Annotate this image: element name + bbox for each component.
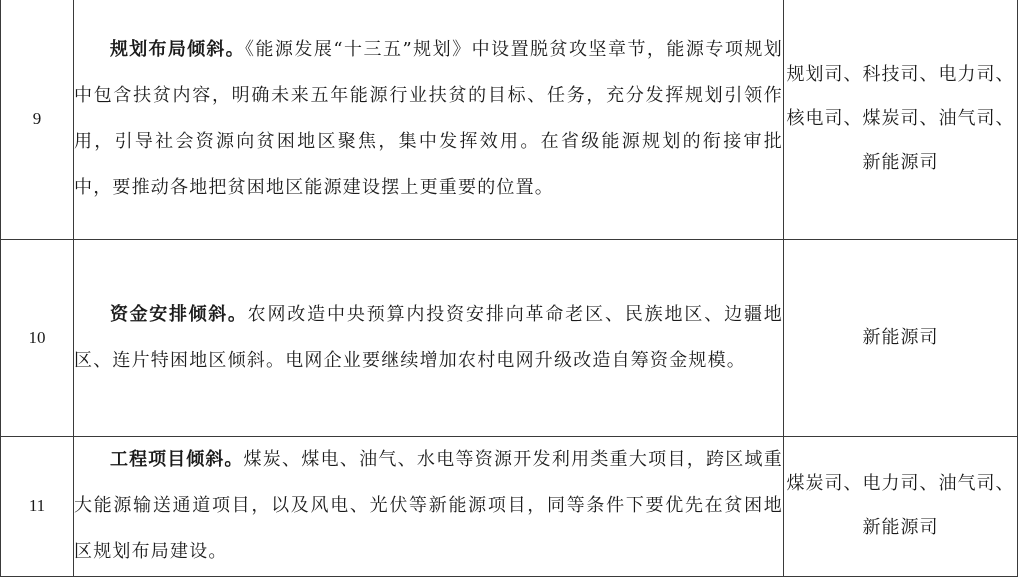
row-number: 11 — [1, 436, 74, 576]
measure-body: 农网改造中央预算内投资安排向革命老区、民族地区、边疆地区、连片特困地区倾斜。电网企业要继续增加农村电网升级改造自筹资金规模。 — [74, 303, 784, 371]
measure-paragraph — [74, 292, 783, 384]
measure-content — [74, 239, 784, 436]
responsible-departments: 规划司、科技司、电力司、核电司、煤炭司、油气司、新能源司 — [784, 0, 1018, 239]
measure-title: 规划布局倾斜。 — [110, 39, 245, 61]
row-number: 9 — [1, 0, 74, 239]
measure-paragraph — [74, 437, 783, 575]
measure-title: 工程项目倾斜。 — [110, 449, 244, 470]
row-number: 10 — [1, 239, 74, 436]
responsible-departments: 煤炭司、电力司、油气司、新能源司 — [784, 436, 1018, 576]
responsible-departments: 新能源司 — [784, 239, 1018, 436]
measure-paragraph — [74, 27, 783, 211]
measure-content — [74, 436, 784, 576]
measure-title: 资金安排倾斜。 — [110, 303, 248, 325]
measure-content — [74, 0, 784, 239]
table-row — [1, 0, 1018, 239]
table-row — [1, 436, 1018, 576]
measure-body: 《能源发展“十三五”规划》中设置脱贫攻坚章节，能源专项规划中包含扶贫内容，明确未来五年能源行业扶贫的目标、任务，充分发挥规划引领作用，引导社会资源向贫困地区聚焦，集中发挥效用。在省级能源规划的衔接审批中，要推动各地把贫困地区能源建设摆上更重要的位置。 — [74, 39, 784, 199]
measure-body: 煤炭、煤电、油气、水电等资源开发利用类重大项目，跨区域重大能源输送通道项目，以及风电、光伏等新能源项目，同等条件下要优先在贫困地区规划布局建设。 — [74, 449, 783, 562]
table-row — [1, 239, 1018, 436]
